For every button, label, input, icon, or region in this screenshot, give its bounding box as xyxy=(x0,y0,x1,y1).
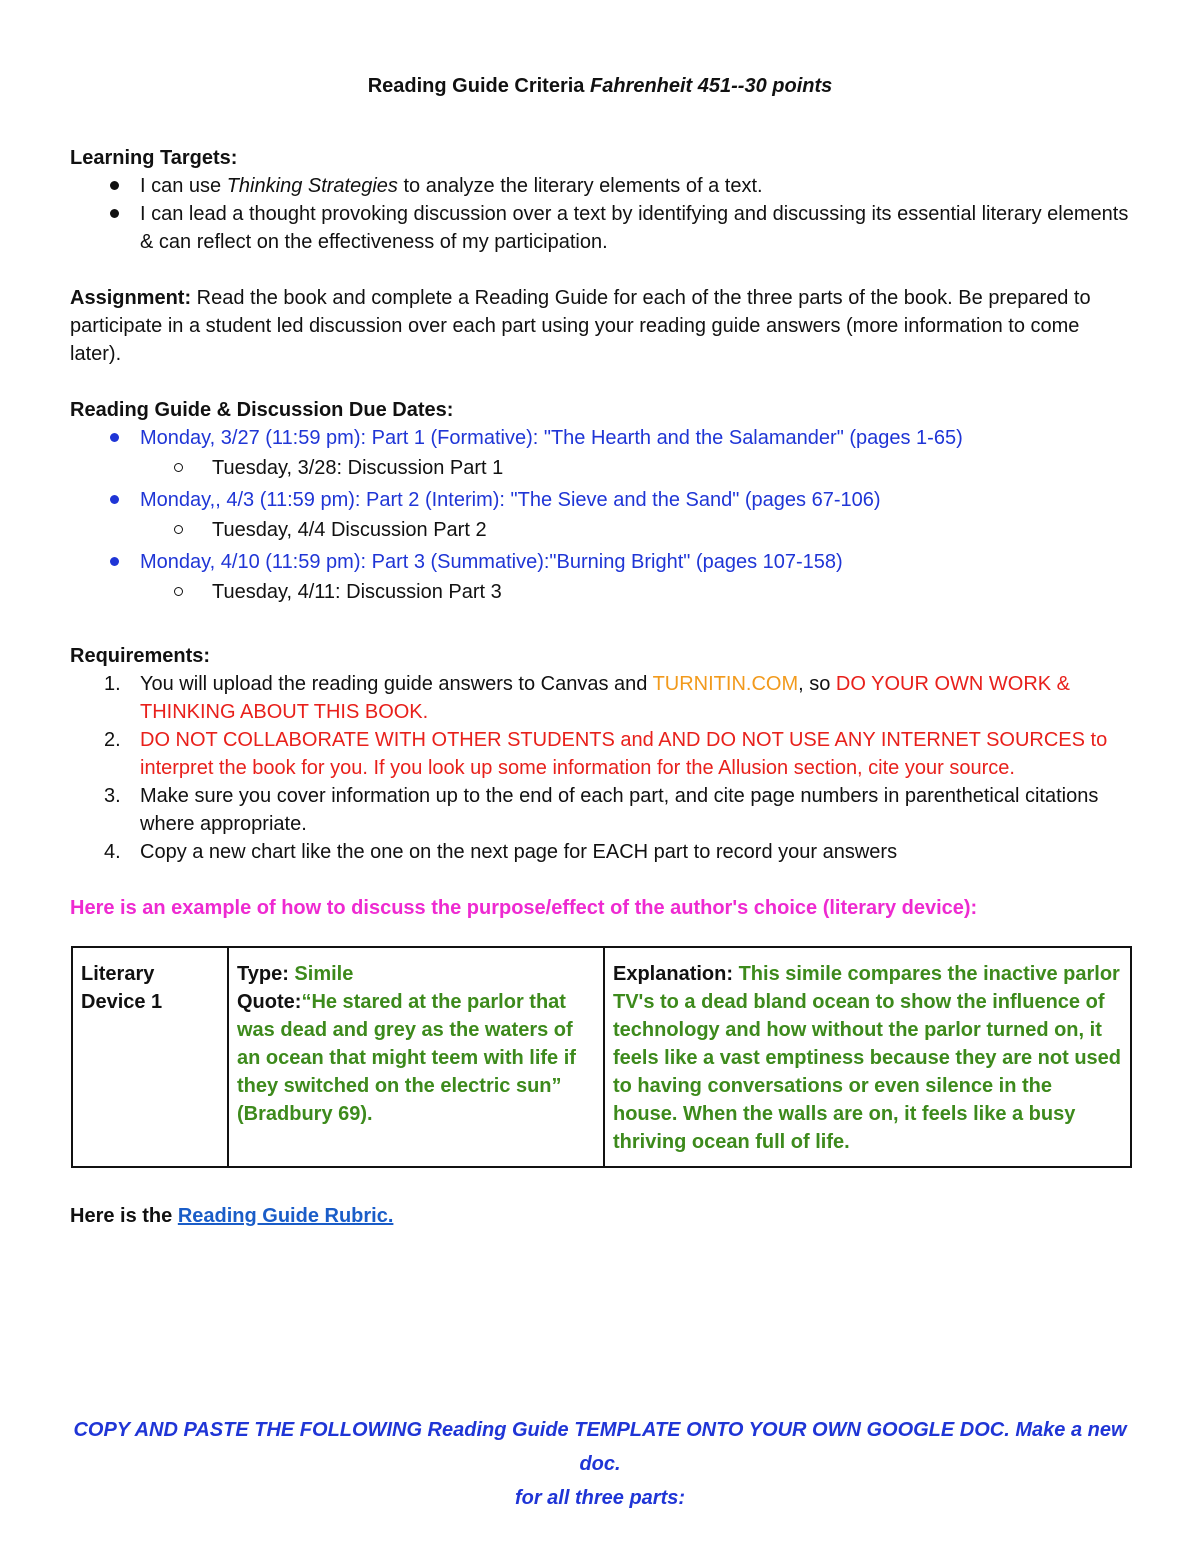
circle-bullet-icon xyxy=(174,463,183,472)
requirement-item: 3. Make sure you cover information up to the end of each part, and cite page numbers in parenthetical citations where appropriate. xyxy=(104,785,1099,835)
bullet-icon xyxy=(110,495,119,504)
requirement-item: 1. You will upload the reading guide answers to Canvas and TURNITIN.COM, so DO YOUR OWN WORK & THINKING ABOUT THIS BOOK. xyxy=(104,673,1071,723)
discussion-item: Tuesday, 4/11: Discussion Part 3 xyxy=(70,578,1130,606)
assignment-section xyxy=(70,284,1130,368)
table-row xyxy=(72,947,1131,1167)
rubric-line: Here is the Reading Guide Rubric. xyxy=(70,1205,394,1227)
bullet-icon xyxy=(110,209,119,218)
due-dates-section xyxy=(70,396,1130,606)
rubric-link[interactable]: Reading Guide Rubric. xyxy=(177,1205,394,1227)
example-heading: Here is an example of how to discuss the purpose/effect of the author's choice (literary device): xyxy=(70,897,978,919)
list-item: I can lead a thought provoking discussion over a text by identifying and discussing its essential literary elements & can reflect on the effectiveness of my participation. xyxy=(70,200,1130,256)
device-cell: Literary Device 1 xyxy=(72,947,228,1167)
requirement-item: 2. DO NOT COLLABORATE WITH OTHER STUDENTS and AND DO NOT USE ANY INTERNET SOURCES to interpret the book for you. If you look up some information for the Allusion section, cite your source. xyxy=(104,729,1108,779)
circle-bullet-icon xyxy=(174,587,183,596)
assignment-label: Assignment: xyxy=(70,287,192,309)
due-dates-list xyxy=(70,424,1130,606)
requirements-section xyxy=(70,642,1130,866)
due-date-item: Monday,, 4/3 (11:59 pm): Part 2 (Interim): "The Sieve and the Sand" (pages 67-106) xyxy=(70,486,1130,514)
assignment-text: Read the book and complete a Reading Guide for each of the three parts of the book. Be prepared to participate in a student led discussion over each part using your reading guide answers (more information to come later). xyxy=(70,287,1091,365)
discussion-item: Tuesday, 4/4 Discussion Part 2 xyxy=(70,516,1130,544)
learning-targets-heading: Learning Targets: xyxy=(70,147,238,169)
learning-targets-list xyxy=(70,172,1130,256)
explanation-cell: Explanation: This simile compares the inactive parlor TV's to a dead bland ocean to show the influence of technology and how without the parlor turned on, it feels like a vast emptiness because they are not used to having conversations or even silence in the house. When the walls are on, it feels like a busy thriving ocean full of life. xyxy=(604,947,1131,1167)
requirements-list xyxy=(70,670,1130,866)
discussion-item: Tuesday, 3/28: Discussion Part 1 xyxy=(70,454,1130,482)
type-quote-cell: Type: Simile Quote:“He stared at the parlor that was dead and grey as the waters of an ocean that might teem with life if they switched on the electric sun” (Bradbury 69). xyxy=(228,947,604,1167)
bullet-icon xyxy=(110,181,119,190)
learning-targets-section xyxy=(70,144,1130,256)
example-table xyxy=(71,946,1132,1168)
due-date-item: Monday, 4/10 (11:59 pm): Part 3 (Summative):"Burning Bright" (pages 107-158) xyxy=(70,548,1130,576)
circle-bullet-icon xyxy=(174,525,183,534)
bullet-icon xyxy=(110,557,119,566)
turnitin-text: TURNITIN.COM xyxy=(652,673,799,695)
requirements-heading: Requirements: xyxy=(70,645,211,667)
due-date-item: Monday, 3/27 (11:59 pm): Part 1 (Formative): "The Hearth and the Salamander" (pages 1-65) xyxy=(70,424,1130,452)
requirement-item: 4. Copy a new chart like the one on the next page for EACH part to record your answers xyxy=(104,841,898,863)
due-dates-heading: Reading Guide & Discussion Due Dates: xyxy=(70,399,454,421)
footer-instructions: COPY AND PASTE THE FOLLOWING Reading Guide TEMPLATE ONTO YOUR OWN GOOGLE DOC. Make a new doc. for all three parts: xyxy=(73,1419,1127,1509)
bullet-icon xyxy=(110,433,119,442)
list-item: I can use Thinking Strategies to analyze the literary elements of a text. xyxy=(70,172,1130,200)
page-title: Reading Guide Criteria Fahrenheit 451--30 points xyxy=(367,75,833,97)
